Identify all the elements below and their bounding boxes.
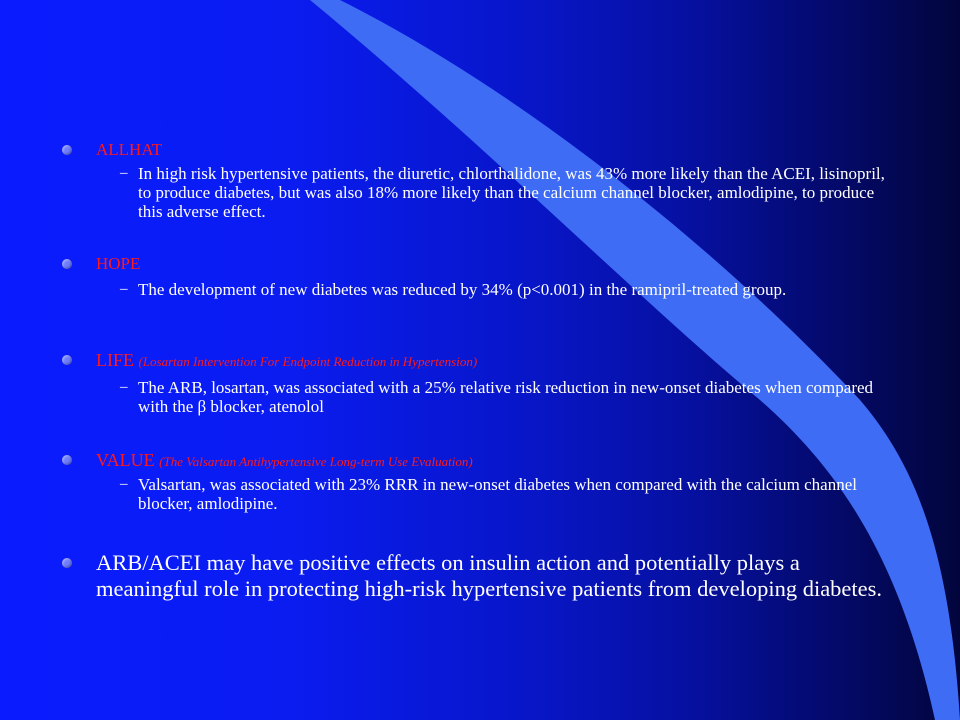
bullet-heading: HOPE — [96, 254, 141, 273]
dash-marker: – — [120, 379, 128, 395]
dash-marker: – — [120, 281, 128, 297]
sub-bullet-text: The development of new diabetes was reduced by 34% (p<0.001) in the ramipril-treated group. — [138, 280, 787, 299]
dash-marker: – — [120, 476, 128, 492]
bullet-dot — [62, 355, 72, 365]
conclusion-text: ARB/ACEI may have positive effects on insulin action and potentially plays a meaningful role in protecting high-risk hypertensive patients from developing diabetes. — [96, 550, 883, 601]
bullet-dot — [62, 558, 72, 568]
bullet-dot — [62, 455, 72, 465]
bullet-heading: LIFE (Losartan Intervention For Endpoint Reduction in Hypertension) — [96, 350, 478, 370]
sub-bullet-text: In high risk hypertensive patients, the diuretic, chlorthalidone, was 43% more likely than the ACEI, lisinopril, to produce diabetes, but was also 18% more likely than the calcium channel blocker, amlodipine, to produce this adverse effect. — [138, 164, 885, 221]
sub-bullet-text: The ARB, losartan, was associated with a 25% relative risk reduction in new-onset diabetes when compared with the β blocker, atenolol — [138, 378, 874, 416]
bullet-heading-subtitle: (The Valsartan Antihypertensive Long-term Use Evaluation) — [159, 454, 473, 469]
bullet-heading: ALLHAT — [96, 140, 163, 159]
sub-bullet-text: Valsartan, was associated with 23% RRR in new-onset diabetes when compared with the calcium channel blocker, amlodipine. — [138, 475, 857, 513]
bullet-heading-subtitle: (Losartan Intervention For Endpoint Reduction in Hypertension) — [138, 354, 478, 369]
dash-marker: – — [120, 165, 128, 181]
bullet-dot — [62, 145, 72, 155]
bullet-heading: VALUE (The Valsartan Antihypertensive Long-term Use Evaluation) — [96, 450, 473, 470]
bullet-dot — [62, 259, 72, 269]
